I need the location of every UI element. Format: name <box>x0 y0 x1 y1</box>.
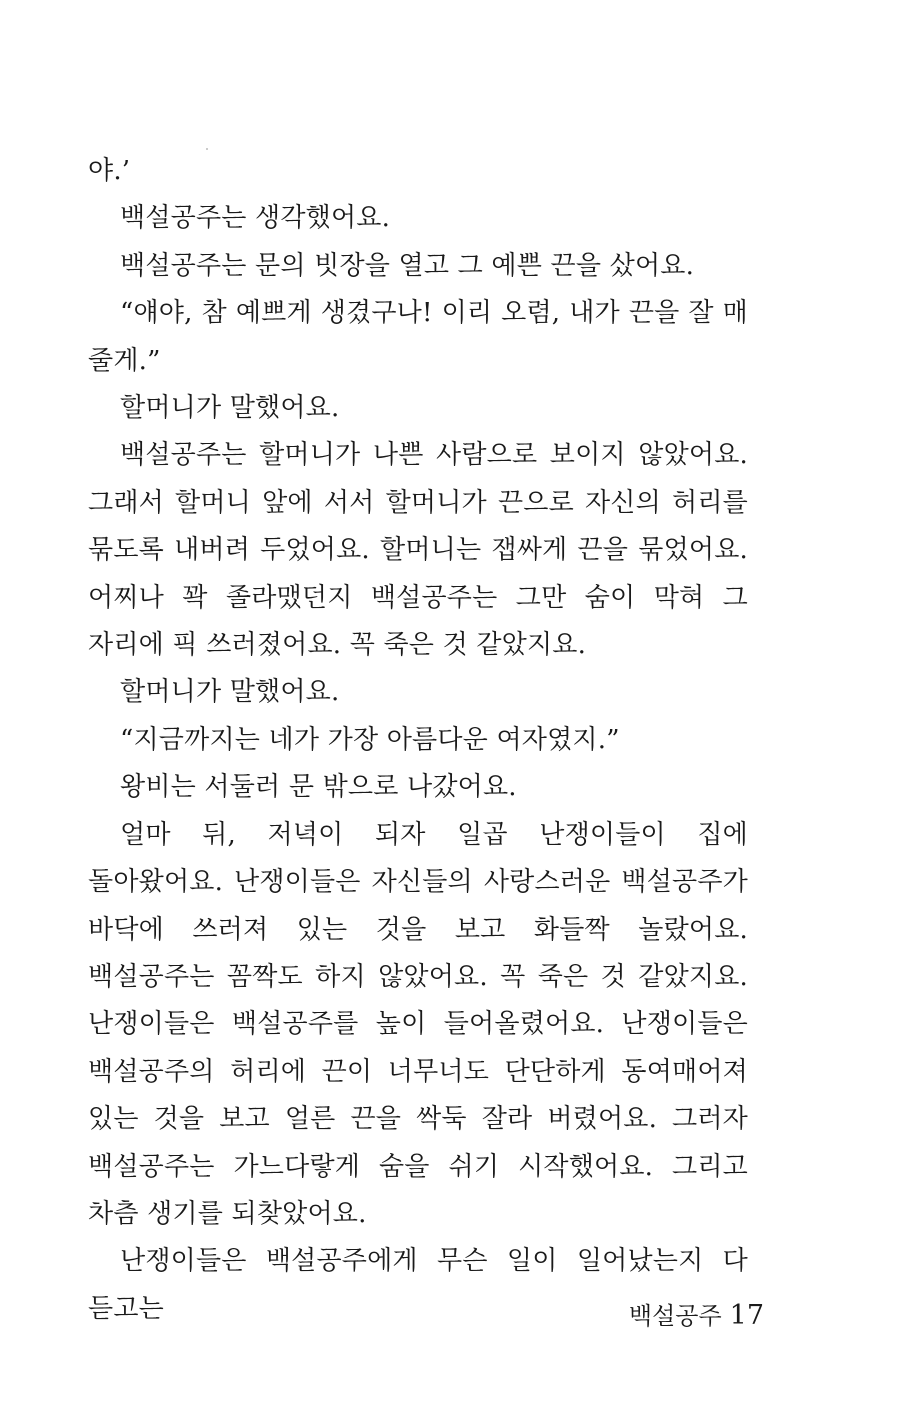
paragraph-4: “얘야, 참 예쁘게 생겼구나! 이리 오렴, 내가 끈을 잘 매 줄게.” <box>88 298 748 376</box>
paragraph-11: 난쟁이들은 백설공주에게 무슨 일이 일어났는지 다 듣고는 <box>88 1246 748 1324</box>
page-footer <box>629 1298 764 1334</box>
running-title: 백설공주 <box>628 1302 722 1330</box>
paragraph-2: 백설공주는 생각했어요. <box>120 203 391 234</box>
paragraph-6: 백설공주는 할머니가 나쁜 사람으로 보이지 않았어요. 그래서 할머니 앞에 서서 할머니가 끈으로 자신의 허리를 묶도록 내버려 두었어요. 할머니는 잽싸게 끈을 묶었어요. 어찌나 꽉 졸라맸던지 백설공주는 그만 숨이 막혀 그 자리에 픽 쓰러졌어요. 꼭 죽은 것 같았지요. <box>88 440 748 661</box>
paragraph-9: 왕비는 서둘러 문 밖으로 나갔어요. <box>120 772 517 803</box>
paragraph-1: 야.’ <box>88 156 131 186</box>
paragraph-8: “지금까지는 네가 가장 아름다운 여자였지.” <box>120 724 620 755</box>
paragraph-5: 할머니가 말했어요. <box>120 393 340 424</box>
body-text <box>88 148 748 1333</box>
page-number: 17 <box>729 1300 764 1331</box>
paragraph-7: 할머니가 말했어요. <box>120 677 340 708</box>
paragraph-10: 얼마 뒤, 저녁이 되자 일곱 난쟁이들이 집에 돌아왔어요. 난쟁이들은 자신들의 사랑스러운 백설공주가 바닥에 쓰러져 있는 것을 보고 화들짝 놀랐어요. 백설공주는 꼼짝도 하지 않았어요. 꼭 죽은 것 같았지요. 난쟁이들은 백설공주를 높이 들어올렸어요. 난쟁이들은 백설공주의 허리에 끈이 너무너도 단단하게 동여매어져 있는 것을 보고 얼른 끈을 싹둑 잘라 버렸어요. 그러자 백설공주는 가느다랗게 숨을 쉬기 시작했어요. 그리고 차츰 생기를 되찾았어요. <box>88 819 748 1229</box>
paragraph-3: 백설공주는 문의 빗장을 열고 그 예쁜 끈을 샀어요. <box>120 250 695 281</box>
